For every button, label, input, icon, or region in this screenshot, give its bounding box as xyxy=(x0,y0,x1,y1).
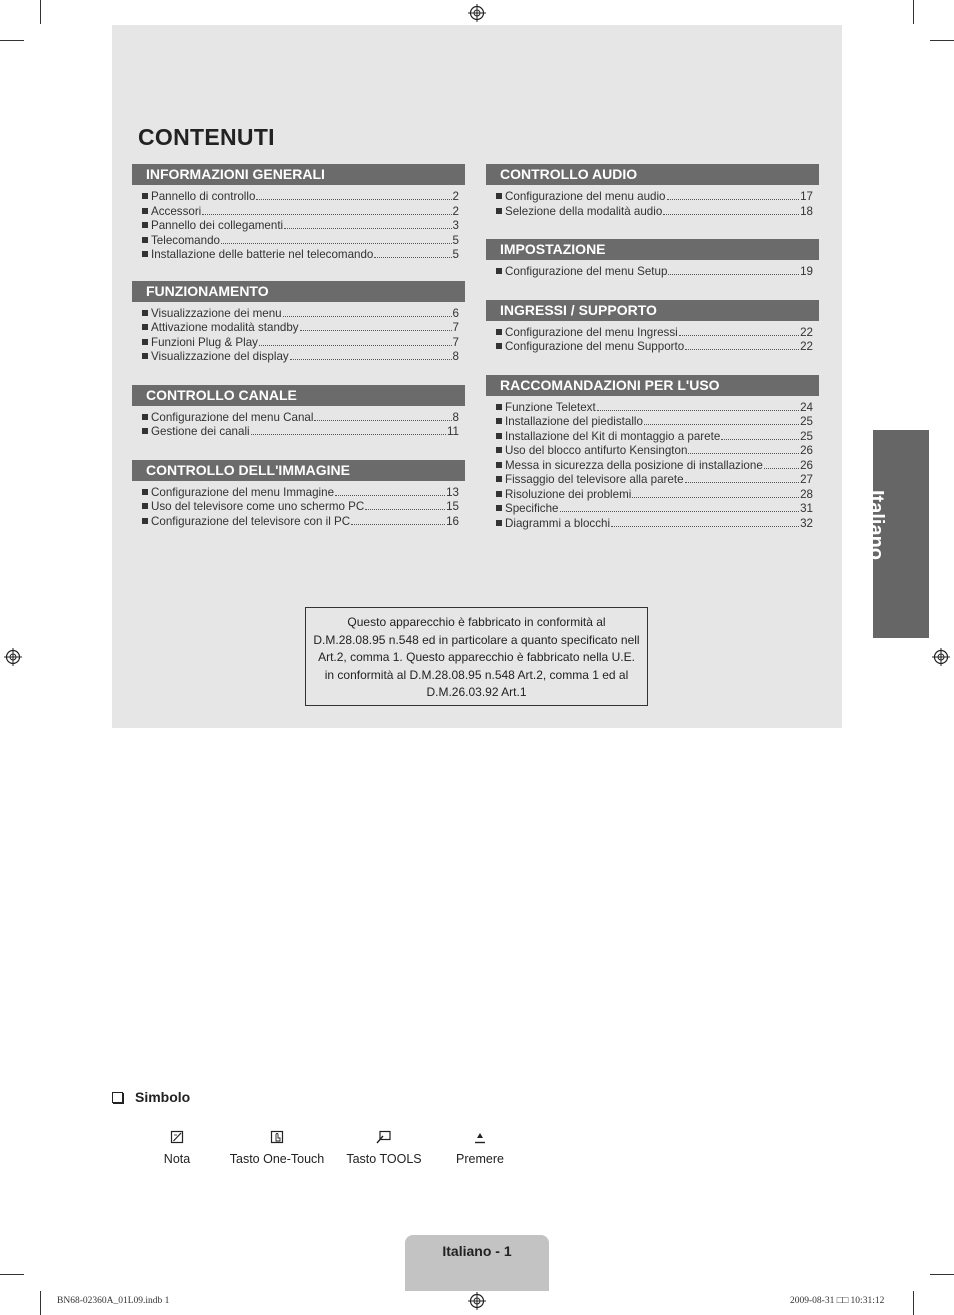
toc-page-number: 19 xyxy=(800,265,813,278)
section-heading: INGRESSI / SUPPORTO xyxy=(486,300,819,321)
square-bullet-icon xyxy=(496,268,502,274)
dot-leader xyxy=(663,214,799,215)
footer-date: 2009-08-31 □□ 10:31:12 xyxy=(790,1296,885,1306)
toc-entry[interactable] xyxy=(142,307,465,322)
symbol-heading-label: Simbolo xyxy=(135,1089,191,1105)
toc-entry[interactable] xyxy=(142,234,465,249)
toc-section xyxy=(132,460,465,530)
toc-entry[interactable] xyxy=(142,486,465,501)
square-bullet-icon xyxy=(142,428,148,434)
square-bullet-icon xyxy=(496,462,502,468)
toc-list xyxy=(486,185,819,219)
toc-entry-label: Visualizzazione del display xyxy=(151,350,289,363)
language-side-tab-label: Italiano xyxy=(865,490,887,561)
symbol-note xyxy=(146,1130,208,1166)
toc-entry-label: Installazione del piedistallo xyxy=(505,415,643,428)
symbol-label: Tasto One-Touch xyxy=(229,1152,325,1166)
square-bullet-icon xyxy=(142,518,148,524)
dot-leader xyxy=(374,257,451,258)
toc-list xyxy=(132,185,465,263)
toc-entry[interactable] xyxy=(142,515,465,530)
dot-leader xyxy=(259,345,452,346)
crop-mark xyxy=(913,0,914,24)
square-bullet-icon xyxy=(142,193,148,199)
toc-entry[interactable] xyxy=(496,326,819,341)
checkbox-icon xyxy=(112,1092,123,1103)
symbol-heading xyxy=(112,1089,190,1105)
toc-page-number: 7 xyxy=(452,335,459,349)
toc-page-number: 26 xyxy=(800,458,813,472)
dot-leader xyxy=(721,439,799,440)
toc-entry[interactable] xyxy=(142,219,465,234)
registration-mark-icon xyxy=(932,648,950,666)
toc-entry-label: Visualizzazione dei menu xyxy=(151,306,282,320)
footer-file-info: BN68-02360A_01L09.indb 1 xyxy=(57,1296,170,1306)
dot-leader xyxy=(644,424,799,425)
toc-entry[interactable] xyxy=(142,411,465,426)
dot-leader xyxy=(685,349,799,350)
square-bullet-icon xyxy=(496,343,502,349)
toc-entry-label: Accessori xyxy=(151,204,202,218)
toc-entry-label: Funzione Teletext xyxy=(505,400,596,414)
dot-leader xyxy=(284,228,451,229)
section-heading: CONTROLLO DELL'IMMAGINE xyxy=(132,460,465,481)
notice-line: in conformità al D.M.28.08.95 n.548 Art.2, comma 1 ed al xyxy=(324,667,629,682)
crop-mark xyxy=(40,1291,41,1315)
square-bullet-icon xyxy=(142,208,148,214)
toc-page-number: 8 xyxy=(452,350,459,363)
toc-page-number: 28 xyxy=(800,487,813,501)
dot-leader xyxy=(632,497,799,498)
symbol-label: Tasto TOOLS xyxy=(346,1152,422,1166)
toc-entry[interactable] xyxy=(142,336,465,351)
toc-entry[interactable] xyxy=(496,502,819,517)
dot-leader xyxy=(335,495,445,496)
dot-leader xyxy=(560,511,800,512)
toc-page-number: 5 xyxy=(452,248,459,261)
page-title: CONTENUTI xyxy=(138,124,275,150)
dot-leader xyxy=(283,316,452,317)
toc-page-number: 22 xyxy=(800,340,813,353)
toc-list xyxy=(132,302,465,365)
toc-page-number: 31 xyxy=(800,502,813,515)
crop-mark xyxy=(913,1291,914,1315)
square-bullet-icon xyxy=(496,433,502,439)
square-bullet-icon xyxy=(142,503,148,509)
toc-entry[interactable] xyxy=(496,265,819,280)
square-bullet-icon xyxy=(142,353,148,359)
toc-page-number: 2 xyxy=(452,190,459,203)
symbol-press xyxy=(450,1130,510,1166)
toc-section xyxy=(486,375,819,532)
symbol-tools xyxy=(341,1130,427,1166)
dot-leader xyxy=(314,420,451,421)
right-column xyxy=(486,164,819,531)
registration-mark-icon xyxy=(4,648,22,666)
crop-mark xyxy=(930,40,954,41)
toc-page-number: 22 xyxy=(800,325,813,339)
tools-icon xyxy=(376,1130,392,1144)
toc-entry-label: Pannello dei collegamenti xyxy=(151,219,284,232)
dot-leader xyxy=(351,524,445,525)
square-bullet-icon xyxy=(496,404,502,410)
section-heading: RACCOMANDAZIONI PER L'USO xyxy=(486,375,819,396)
toc-entry-label: Telecomando xyxy=(151,233,220,247)
dot-leader xyxy=(221,243,452,244)
section-heading: IMPOSTAZIONE xyxy=(486,239,819,260)
toc-entry-label: Funzioni Plug & Play xyxy=(151,335,258,349)
toc-entry[interactable] xyxy=(496,444,819,459)
toc-page-number: 25 xyxy=(800,429,813,443)
toc-page-number: 15 xyxy=(446,500,459,513)
toc-list xyxy=(486,396,819,532)
toc-list xyxy=(132,481,465,530)
toc-entry[interactable] xyxy=(496,401,819,416)
toc-page-number: 2 xyxy=(452,204,459,218)
symbol-label: Nota xyxy=(163,1152,191,1166)
toc-entry-label: Messa in sicurezza della posizione di installazione xyxy=(505,458,763,472)
square-bullet-icon xyxy=(142,489,148,495)
toc-entry[interactable] xyxy=(496,488,819,503)
toc-page-number: 7 xyxy=(452,321,459,334)
toc-entry-label: Gestione dei canali xyxy=(151,425,250,438)
dot-leader xyxy=(251,434,446,435)
registration-mark-icon xyxy=(468,1292,486,1310)
symbol-label: Premere xyxy=(456,1152,504,1166)
square-bullet-icon xyxy=(142,237,148,243)
square-bullet-icon xyxy=(142,251,148,257)
toc-section xyxy=(132,281,465,365)
toc-section xyxy=(132,164,465,263)
square-bullet-icon xyxy=(496,329,502,335)
toc-page-number: 5 xyxy=(452,233,459,247)
registration-mark-icon xyxy=(468,4,486,22)
toc-page-number: 17 xyxy=(800,190,813,203)
section-heading: CONTROLLO CANALE xyxy=(132,385,465,406)
dot-leader xyxy=(667,199,800,200)
toc-page-number: 3 xyxy=(452,219,459,232)
toc-entry[interactable] xyxy=(496,205,819,220)
toc-entry-label: Uso del blocco antifurto Kensington xyxy=(505,444,688,457)
toc-entry-label: Installazione delle batterie nel telecomando xyxy=(151,248,374,261)
toc-page-number: 8 xyxy=(452,410,459,424)
square-bullet-icon xyxy=(496,505,502,511)
toc-list xyxy=(132,406,465,440)
square-bullet-icon xyxy=(496,491,502,497)
symbol-one-touch xyxy=(226,1130,328,1166)
dot-leader xyxy=(668,274,799,275)
square-bullet-icon xyxy=(142,339,148,345)
dot-leader xyxy=(688,453,799,454)
toc-entry-label: Pannello di controllo xyxy=(151,190,256,203)
toc-section xyxy=(486,164,819,219)
toc-entry[interactable] xyxy=(142,500,465,515)
toc-page-number: 16 xyxy=(446,514,459,528)
toc-entry[interactable] xyxy=(496,459,819,474)
crop-mark xyxy=(930,1274,954,1275)
toc-entry-label: Risoluzione dei problemi xyxy=(505,487,632,501)
square-bullet-icon xyxy=(142,324,148,330)
notice-line: Questo apparecchio è fabbricato in conformità al xyxy=(347,615,606,629)
toc-entry-label: Configurazione del menu audio xyxy=(505,190,666,203)
dot-leader xyxy=(611,526,799,527)
toc-page-number: 18 xyxy=(800,204,813,218)
square-bullet-icon xyxy=(142,222,148,228)
toc-entry-label: Configurazione del televisore con il PC xyxy=(151,514,351,528)
square-bullet-icon xyxy=(142,414,148,420)
toc-entry-label: Attivazione modalità standby xyxy=(151,321,299,334)
toc-list xyxy=(486,260,819,280)
section-heading: INFORMAZIONI GENERALI xyxy=(132,164,465,185)
toc-entry[interactable] xyxy=(142,248,465,263)
toc-entry[interactable] xyxy=(496,517,819,532)
left-column xyxy=(132,164,465,529)
page-number-label: Italiano - 1 xyxy=(442,1243,512,1259)
toc-page-number: 13 xyxy=(446,485,459,499)
toc-section xyxy=(132,385,465,440)
toc-entry[interactable] xyxy=(496,430,819,445)
one-touch-icon xyxy=(270,1130,284,1144)
toc-page-number: 6 xyxy=(452,306,459,320)
toc-entry[interactable] xyxy=(496,473,819,488)
toc-page-number: 32 xyxy=(800,516,813,530)
toc-page-number: 27 xyxy=(800,473,813,486)
dot-leader xyxy=(256,199,451,200)
section-heading: CONTROLLO AUDIO xyxy=(486,164,819,185)
dot-leader xyxy=(597,410,799,411)
toc-page-number: 11 xyxy=(446,425,459,438)
toc-entry-label: Diagrammi a blocchi xyxy=(505,516,611,530)
crop-mark xyxy=(40,0,41,24)
notice-line: D.M.26.03.92 Art.1 xyxy=(426,685,527,699)
dot-leader xyxy=(685,482,800,483)
section-heading: FUNZIONAMENTO xyxy=(132,281,465,302)
toc-entry[interactable] xyxy=(142,190,465,205)
square-bullet-icon xyxy=(496,208,502,214)
toc-entry[interactable] xyxy=(496,340,819,355)
toc-entry[interactable] xyxy=(142,321,465,336)
toc-entry-label: Fissaggio del televisore alla parete xyxy=(505,473,684,486)
toc-entry-label: Uso del televisore come uno schermo PC xyxy=(151,500,365,513)
toc-entry-label: Selezione della modalità audio xyxy=(505,204,663,218)
dot-leader xyxy=(679,335,799,336)
toc-entry-label: Installazione del Kit di montaggio a parete xyxy=(505,429,721,443)
notice-line: Art.2, comma 1. Questo apparecchio è fabbricato nella U.E. xyxy=(318,650,635,664)
dot-leader xyxy=(764,468,799,469)
toc-entry[interactable] xyxy=(142,205,465,220)
toc-entry[interactable] xyxy=(142,350,465,365)
toc-entry-label: Configurazione del menu Setup xyxy=(505,265,668,278)
conformity-notice xyxy=(305,607,648,706)
square-bullet-icon xyxy=(496,193,502,199)
toc-entry-label: Configurazione del menu Ingressi xyxy=(505,325,678,339)
toc-section xyxy=(486,239,819,280)
crop-mark xyxy=(0,1274,24,1275)
toc-entry-label: Configurazione del menu Immagine xyxy=(151,485,335,499)
square-bullet-icon xyxy=(496,520,502,526)
toc-list xyxy=(486,321,819,355)
toc-entry[interactable] xyxy=(496,415,819,430)
press-icon xyxy=(474,1130,486,1144)
toc-entry-label: Configurazione del menu Supporto xyxy=(505,340,685,353)
crop-mark xyxy=(0,40,24,41)
toc-page-number: 25 xyxy=(800,415,813,428)
toc-entry-label: Configurazione del menu Canal xyxy=(151,410,314,424)
toc-entry-label: Specifiche xyxy=(505,502,559,515)
square-bullet-icon xyxy=(496,418,502,424)
square-bullet-icon xyxy=(496,476,502,482)
toc-section xyxy=(486,300,819,355)
square-bullet-icon xyxy=(142,310,148,316)
dot-leader xyxy=(202,214,451,215)
square-bullet-icon xyxy=(496,447,502,453)
toc-page-number: 24 xyxy=(800,400,813,414)
toc-entry[interactable] xyxy=(496,190,819,205)
note-icon xyxy=(170,1130,184,1144)
dot-leader xyxy=(290,359,452,360)
dot-leader xyxy=(300,330,452,331)
page-number-tab xyxy=(405,1235,549,1291)
toc-entry[interactable] xyxy=(142,425,465,440)
dot-leader xyxy=(365,509,445,510)
notice-line: D.M.28.08.95 n.548 ed in particolare a quanto specificato nell xyxy=(313,632,640,647)
toc-page-number: 26 xyxy=(800,444,813,457)
